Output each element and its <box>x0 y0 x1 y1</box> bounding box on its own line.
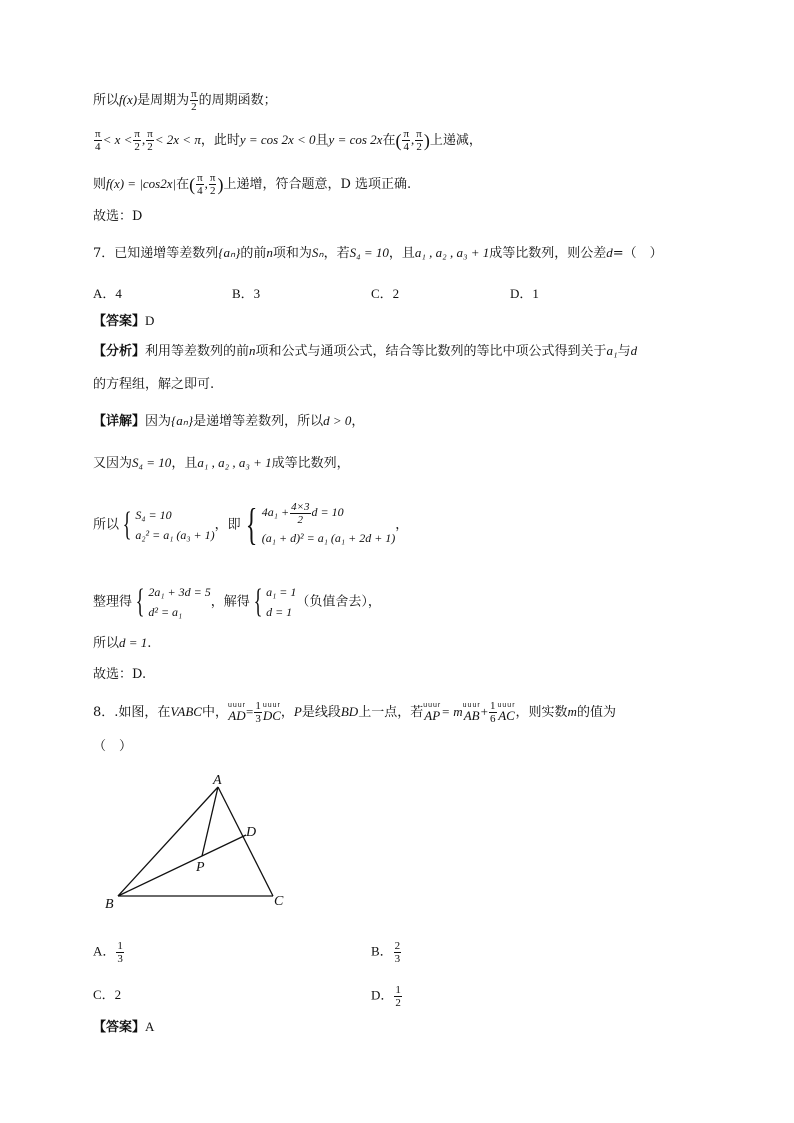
line-increase: 则f(x) = |cos2x|在( $\frac{\pi}{4}$ , $\frac{\pi}{2}$ )上递增，符合题意，D 选项正确. <box>93 172 412 197</box>
vector <box>263 703 281 723</box>
math: + <box>480 704 489 719</box>
math: {aₙ} <box>218 245 241 260</box>
math-fx: f(x) <box>119 92 138 107</box>
text: ， <box>280 705 294 720</box>
math: y = cos 2x < 0 <box>239 132 316 147</box>
eq-part: 4a₁ + <box>261 505 290 519</box>
vector-name: AC <box>498 707 515 723</box>
question-8 <box>93 700 616 725</box>
text: ，若 <box>323 246 350 261</box>
numerator: 2 <box>394 940 401 952</box>
text: 上递减， <box>429 133 482 148</box>
text: 的前 <box>240 246 267 261</box>
math: d = 1 <box>119 635 148 650</box>
text: 中， <box>201 705 228 720</box>
eq-row <box>262 500 396 526</box>
triangle-figure <box>90 765 310 915</box>
numerator: π <box>147 128 153 140</box>
q8-paren: （ ） <box>93 739 133 754</box>
q8-option-d[interactable] <box>371 984 403 1009</box>
fraction <box>190 88 198 113</box>
math: d <box>630 343 638 358</box>
math: < x < <box>102 132 133 147</box>
vector-name: AP <box>424 707 441 723</box>
fraction <box>394 984 402 1009</box>
math: , <box>141 132 146 147</box>
vector <box>423 703 441 723</box>
label-b: B <box>105 897 114 912</box>
option-label: B． <box>371 943 393 959</box>
vector-arrow: uuur <box>227 701 246 709</box>
line-period <box>93 88 277 113</box>
math: S₄ = 10 <box>132 455 172 470</box>
text: 且 <box>315 133 329 148</box>
line-interval: $\frac{\pi}{4}$ < x < $\frac{\pi}{2}$ , $\frac{\pi}{2}$ < 2x < π，此时y = cos 2x < 0且y = cos 2x在( $\frac{\pi}{4}$ , $\frac{\pi}{2}$ )上递减， <box>95 128 482 153</box>
q7-detail-1 <box>93 412 364 431</box>
text: 项和公式与通项公式，结合等比数列的等比中项公式得到关于 <box>255 344 607 359</box>
paren-left: ( <box>395 130 402 151</box>
option-label: A． <box>93 943 116 959</box>
text: 所以 <box>93 517 120 533</box>
numerator: π <box>416 128 422 140</box>
math: Sₙ <box>311 245 324 260</box>
math: a₁ , a₂ , a₃ + 1 <box>197 455 272 470</box>
math: < 2x < π <box>154 132 201 147</box>
math: a₁ , a₂ , a₃ + 1 <box>414 245 490 260</box>
vector-arrow: uuur <box>462 701 481 709</box>
denominator: 3 <box>117 953 123 965</box>
numerator: 4×3 <box>291 500 310 513</box>
fraction <box>394 940 402 965</box>
denominator: 2 <box>134 141 140 153</box>
denominator: 6 <box>490 713 496 725</box>
denominator: 2 <box>395 997 401 1009</box>
text: （负值舍去）， <box>296 594 381 610</box>
q8-option-a[interactable] <box>93 940 125 965</box>
eq-row: d = 1 <box>266 605 293 619</box>
math: d > 0 <box>323 413 352 428</box>
paren-left: ( <box>189 174 196 195</box>
math: BD <box>340 704 359 719</box>
numerator: 1 <box>117 940 123 952</box>
text: 是线段 <box>301 705 341 720</box>
question-7 <box>93 244 663 263</box>
text: 整理得 <box>93 594 133 610</box>
answer-tag: 【答案】 <box>93 314 146 329</box>
text: 与 <box>617 344 631 359</box>
q8-option-c[interactable]: C．2 <box>93 987 122 1002</box>
q7-option-a[interactable]: A．4 <box>93 286 122 301</box>
fraction <box>133 128 141 153</box>
text: 在 <box>382 133 396 148</box>
segment-ap <box>202 787 218 856</box>
detail-tag: 【详解】 <box>93 414 146 429</box>
text: 所以 <box>93 636 120 651</box>
text: ，此时 <box>200 133 240 148</box>
numerator: π <box>191 88 197 100</box>
text: 上一点，若 <box>358 705 424 720</box>
q7-detail-3 <box>93 500 408 550</box>
vector-name: DC <box>262 707 281 723</box>
fraction <box>290 501 310 526</box>
label-a: A <box>213 773 222 788</box>
q7-option-d[interactable]: D．1 <box>510 286 539 301</box>
fraction <box>415 128 423 153</box>
text: ，即 <box>214 517 241 533</box>
numerator: π <box>403 128 410 140</box>
fraction <box>254 700 262 725</box>
numerator: 1 <box>490 700 496 712</box>
segment-ac <box>218 787 273 896</box>
text: 的值为 <box>576 705 616 720</box>
q7-option-b[interactable]: B．3 <box>232 286 261 301</box>
numerator: π <box>95 128 101 140</box>
text: 因为 <box>145 414 172 429</box>
paren-right: ) <box>217 174 224 195</box>
math: n <box>249 343 256 358</box>
math: m <box>567 704 577 719</box>
q7-option-c[interactable]: C．2 <box>371 286 400 301</box>
numerator: π <box>134 128 140 140</box>
segment-bd <box>118 835 246 896</box>
text: 所以 <box>93 93 120 108</box>
denominator: 2 <box>297 513 304 526</box>
text: 上递增，符合题意，D 选项正确. <box>223 177 412 192</box>
eq-row: (a₁ + d)² = a₁ (a₁ + 2d + 1) <box>261 530 396 545</box>
eq-part: d = 10 <box>311 505 344 519</box>
q7-analysis <box>93 342 637 361</box>
math: = m <box>441 704 463 719</box>
eq-row: d² = a₁ <box>148 605 183 619</box>
math: y = cos 2x <box>328 132 383 147</box>
vector-arrow: uuur <box>497 701 516 709</box>
segment-ab <box>118 787 218 896</box>
vector <box>498 703 516 723</box>
text: ，且 <box>388 246 415 261</box>
denominator: 3 <box>394 953 401 965</box>
denominator: 4 <box>95 141 101 153</box>
text: =（ ） <box>612 246 663 261</box>
equation-system: { 2a₁ + 3d = 5 d² = a₁ <box>135 583 211 620</box>
denominator: 4 <box>403 141 409 153</box>
text: 成等比数列，则公差 <box>489 246 607 261</box>
text: 又因为 <box>93 456 133 471</box>
vector-arrow: uuur <box>262 701 281 709</box>
q8-option-b[interactable] <box>371 940 402 965</box>
text: 7．已知递增等差数列 <box>93 246 219 261</box>
text: 项和为 <box>272 246 312 261</box>
fraction <box>489 700 497 725</box>
math: f(x) = |cos2x| <box>106 176 177 191</box>
math: d <box>606 245 613 260</box>
text: 成等比数列， <box>271 456 350 471</box>
text: 8．.如图，在 <box>93 705 171 720</box>
label-p: P <box>196 860 205 875</box>
q7-detail-5 <box>93 634 151 653</box>
numerator: 1 <box>395 984 401 996</box>
vector <box>228 703 246 723</box>
text: ， <box>351 414 365 429</box>
denominator: 2 <box>147 141 153 153</box>
eq-row: a₂² = a₁ (a₃ + 1) <box>135 527 215 542</box>
fraction <box>94 128 102 153</box>
vector-name: AD <box>228 707 246 723</box>
q7-detail-2 <box>93 454 350 473</box>
denominator: 2 <box>416 141 422 153</box>
answer-tag: 【答案】 <box>93 1020 146 1035</box>
answer-value: A <box>145 1019 155 1034</box>
numerator: 1 <box>255 700 261 712</box>
text: 是周期为 <box>137 93 190 108</box>
label-d: D <box>246 825 257 840</box>
vector <box>463 703 481 723</box>
math: a₁ <box>606 343 618 358</box>
text: ， <box>395 517 409 533</box>
vector-name: AB <box>463 707 480 723</box>
math: = <box>245 704 254 719</box>
denominator: 2 <box>209 185 216 197</box>
option-label: D． <box>371 987 394 1003</box>
text: 是递增等差数列，所以 <box>193 414 324 429</box>
eq-row: 2a₁ + 3d = 5 <box>148 585 211 599</box>
line-choose-d: 故选：D <box>93 209 143 224</box>
equation-system: { 4a₁ + $\frac{4\times 3}{2}$ d = 10 (a₁ + d)² = a₁ (a₁ + 2d + 1) <box>245 499 396 549</box>
math: n <box>266 245 273 260</box>
text: ，解得 <box>210 594 250 610</box>
figure-lines <box>118 787 273 896</box>
q7-answer <box>93 312 154 331</box>
answer-value: D <box>145 313 155 328</box>
fraction <box>402 128 410 153</box>
equation-system: { S₄ = 10 a₂² = a₁ (a₃ + 1) <box>122 505 215 543</box>
paren-right: ) <box>423 130 430 151</box>
text: ，且 <box>171 456 198 471</box>
vector-arrow: uuur <box>423 701 442 709</box>
text: 在 <box>176 177 190 192</box>
numerator: π <box>209 172 216 184</box>
math: VABC <box>170 704 202 719</box>
eq-row: a₁ = 1 <box>266 585 297 599</box>
q8-answer <box>93 1018 154 1037</box>
denominator: 4 <box>197 185 203 197</box>
math: S₄ = 10 <box>349 245 389 260</box>
denominator: 2 <box>191 101 197 113</box>
q7-analysis-2: 的方程组，解之即可. <box>93 377 215 392</box>
math: P <box>293 704 302 719</box>
text: ，则实数 <box>515 705 568 720</box>
text: 利用等差数列的前 <box>145 344 250 359</box>
fraction <box>146 128 154 153</box>
equation-system: { a₁ = 1 d = 1 <box>253 583 297 620</box>
q7-choose: 故选：D. <box>93 667 147 682</box>
fraction <box>196 172 204 197</box>
text: 的周期函数； <box>198 93 277 108</box>
text: 则 <box>93 177 107 192</box>
fraction <box>116 940 124 965</box>
numerator: π <box>197 172 203 184</box>
label-c: C <box>274 894 284 909</box>
eq-row: S₄ = 10 <box>135 507 172 522</box>
math: {aₙ} <box>171 413 194 428</box>
analysis-tag: 【分析】 <box>93 344 146 359</box>
denominator: 3 <box>255 713 261 725</box>
text: . <box>147 636 152 651</box>
fraction <box>209 172 217 197</box>
q7-detail-4 <box>93 582 381 622</box>
